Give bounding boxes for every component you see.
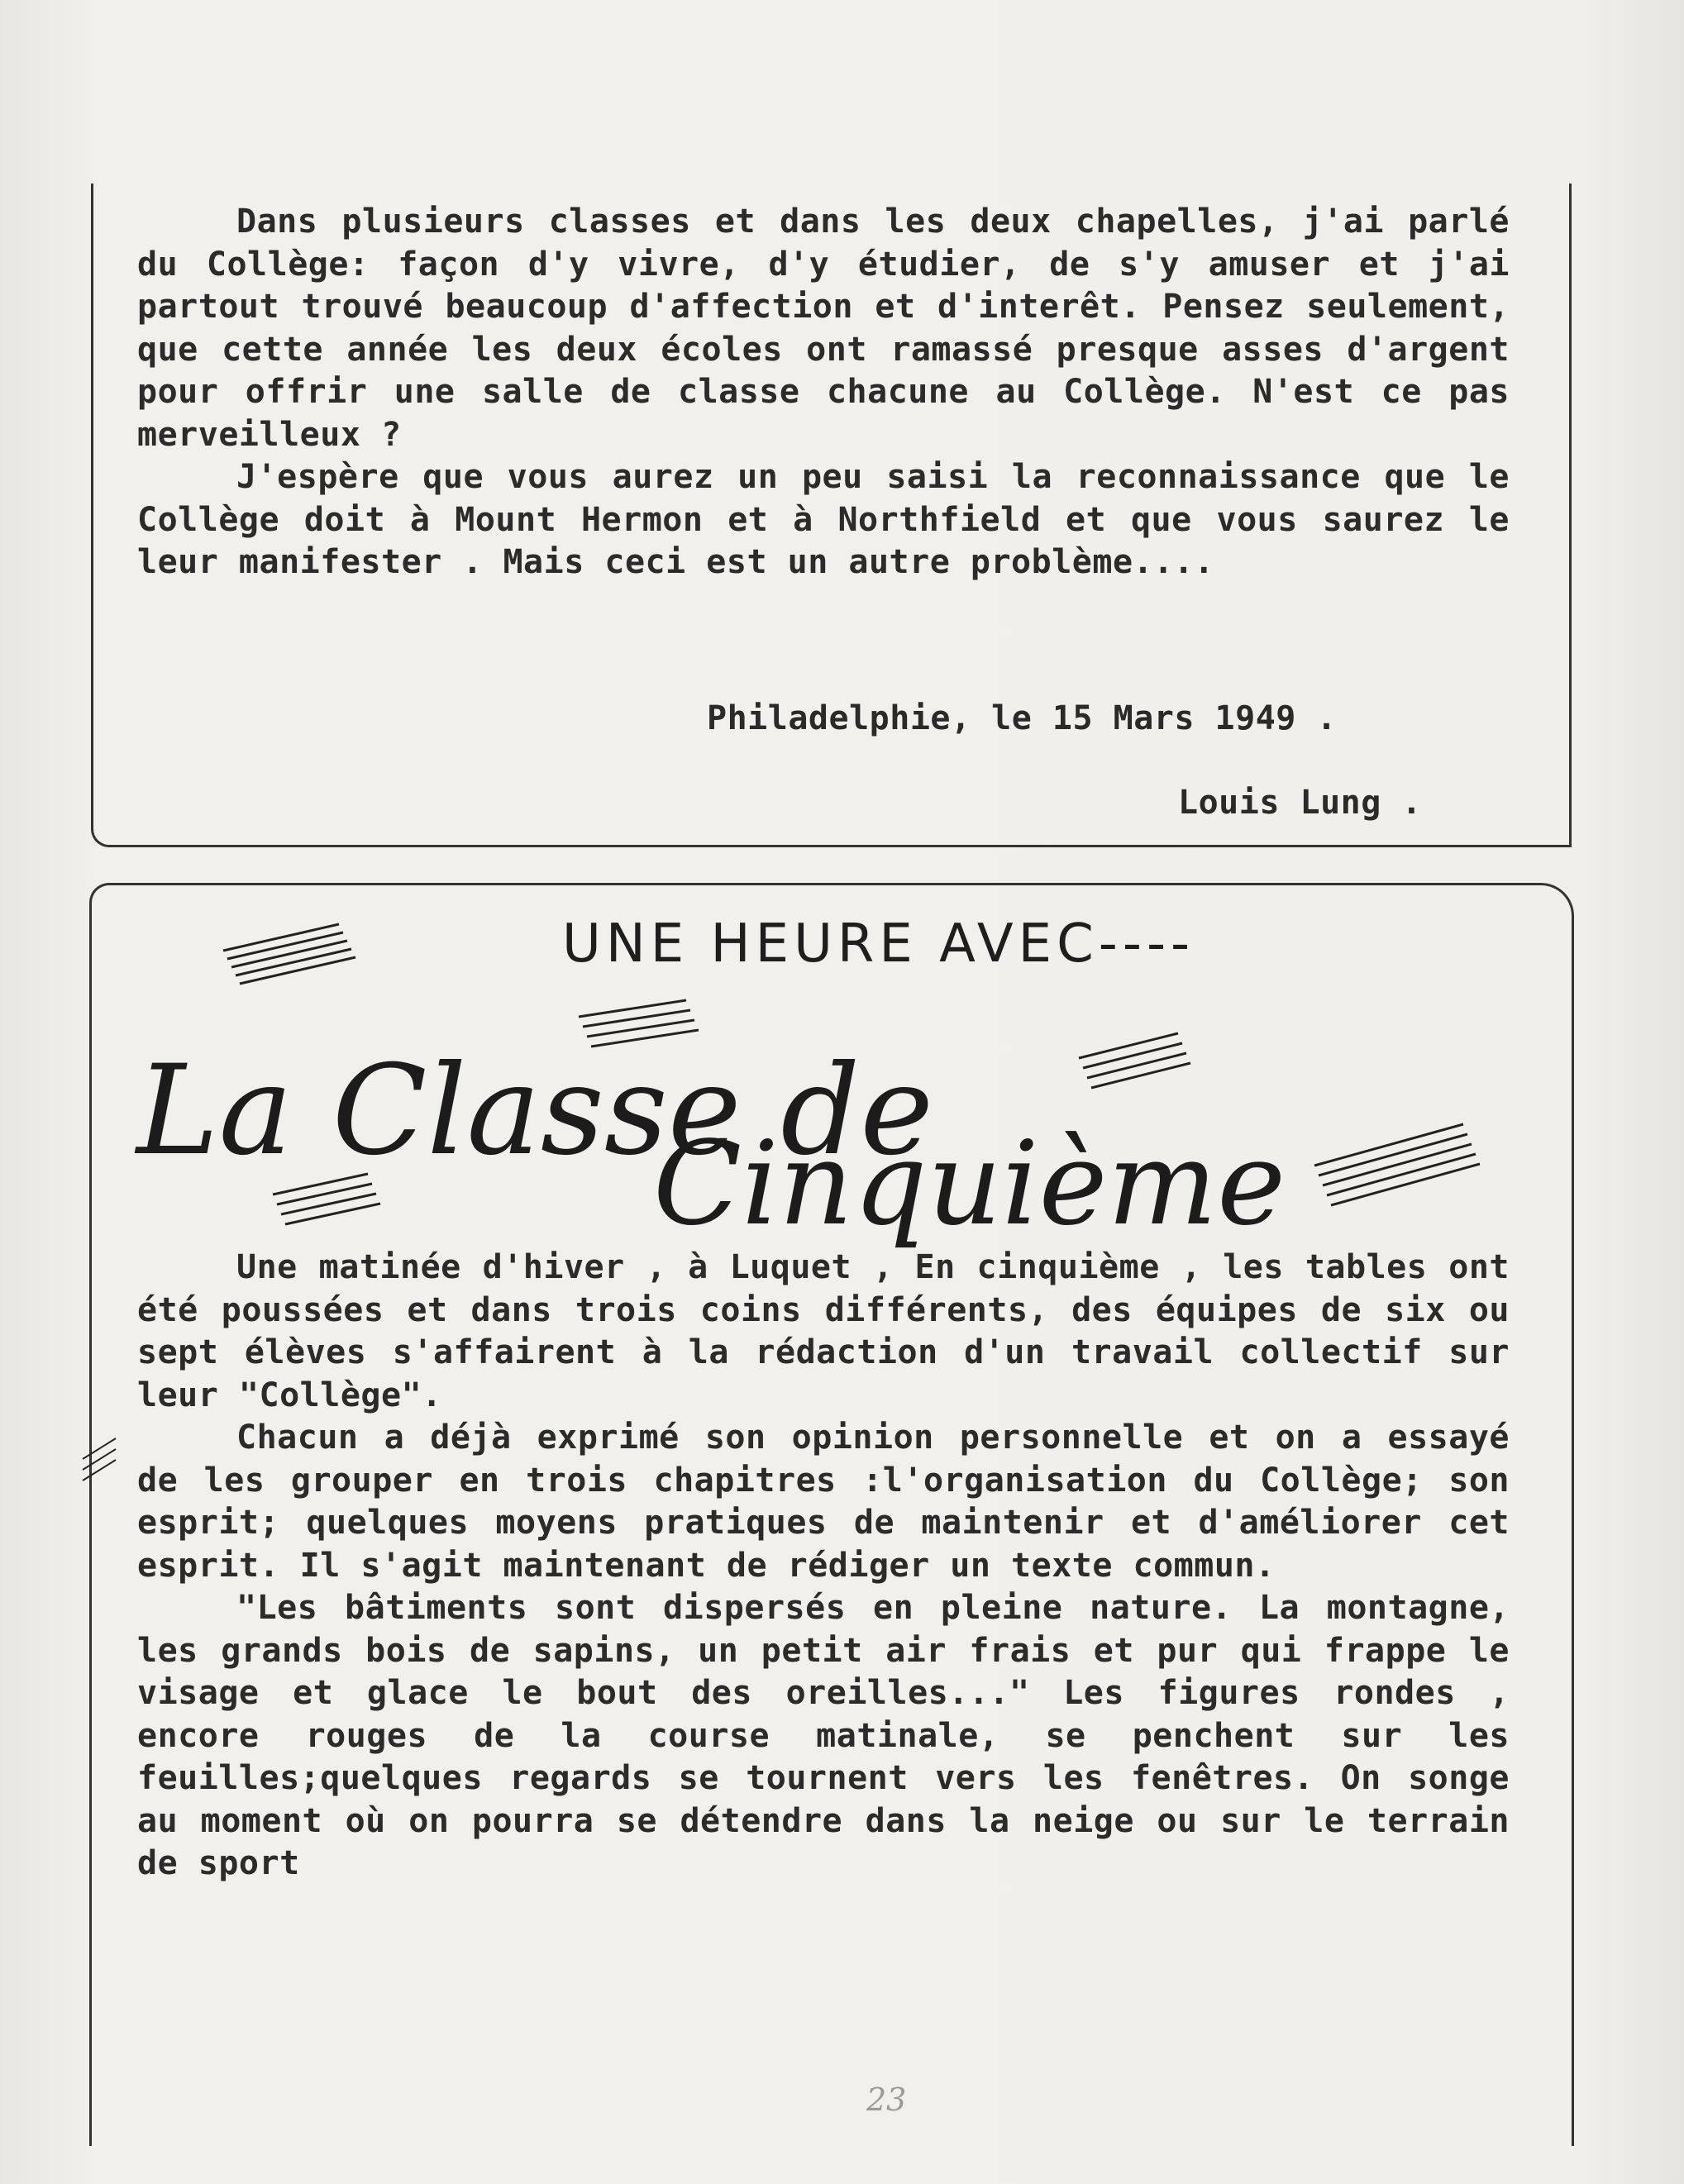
signature: Louis Lung . [1178,784,1422,822]
letter-paragraph-2: J'espère que vous aurez un peu saisi la reconnaissance que le Collège doit à Mount Hermon et à Northfield et que vous saurez le leur manifester . Mais ceci est un autre problème.... [137,458,1510,581]
script-title-line-1: La Classe de [136,1039,934,1183]
hatch-decoration-left [223,924,355,984]
script-title-line-2: Cinquième [653,1117,1286,1252]
article-heading: UNE HEURE AVEC---- [562,913,1195,975]
letter-paragraph-1: Dans plusieurs classes et dans les deux chapelles, j'ai parlé du Collège: façon d'y vivre, d'y étudier, de s'y amuser et j'ai partout trouvé beaucoup d'affection et d'interêt. Pensez seulement, que cette année les deux écoles ont ramassé presque asses d'argent pour offrir une salle de classe chacune au Collège. N'est ce pas merveilleux ? [137,203,1510,454]
place-date: Philadelphie, le 15 Mars 1949 . [707,699,1338,737]
hatch-decoration-right-top [1079,1033,1190,1088]
page-number: 23 [866,2081,907,2118]
hatch-decoration-right-bottom [1314,1124,1480,1205]
hatch-decoration-margin [83,1438,116,1481]
article-paragraph-2: Chacun a déjà exprimé son opinion personnelle et on a essayé de les grouper en trois chapitres :l'organisation du Collège; son esprit; quelques moyens pratiques de maintenir et d'améliorer cet esprit. Il s'agit maintenant de rédiger un texte commun. [137,1419,1510,1585]
article-paragraph-1: Une matinée d'hiver , à Luquet , En cinquième , les tables ont été poussées et dans trois coins différents, des équipes de six ou sept élèves s'affairent à la rédaction d'un travail collectif sur leur "Collège". [137,1248,1510,1414]
article-text [137,1247,1510,1886]
article-paragraph-3: "Les bâtiments sont dispersés en pleine nature. La montagne, les grands bois de sapins, un petit air frais et pur qui frappe le visage et glace le bout des oreilles..." Les figures rondes , encore rouges de la course matinale, se penchent sur les feuilles;quelques regards se tournent vers les fenêtres. On songe au moment où on pourra se détendre dans la neige ou sur le terrain de sport [137,1589,1510,1882]
